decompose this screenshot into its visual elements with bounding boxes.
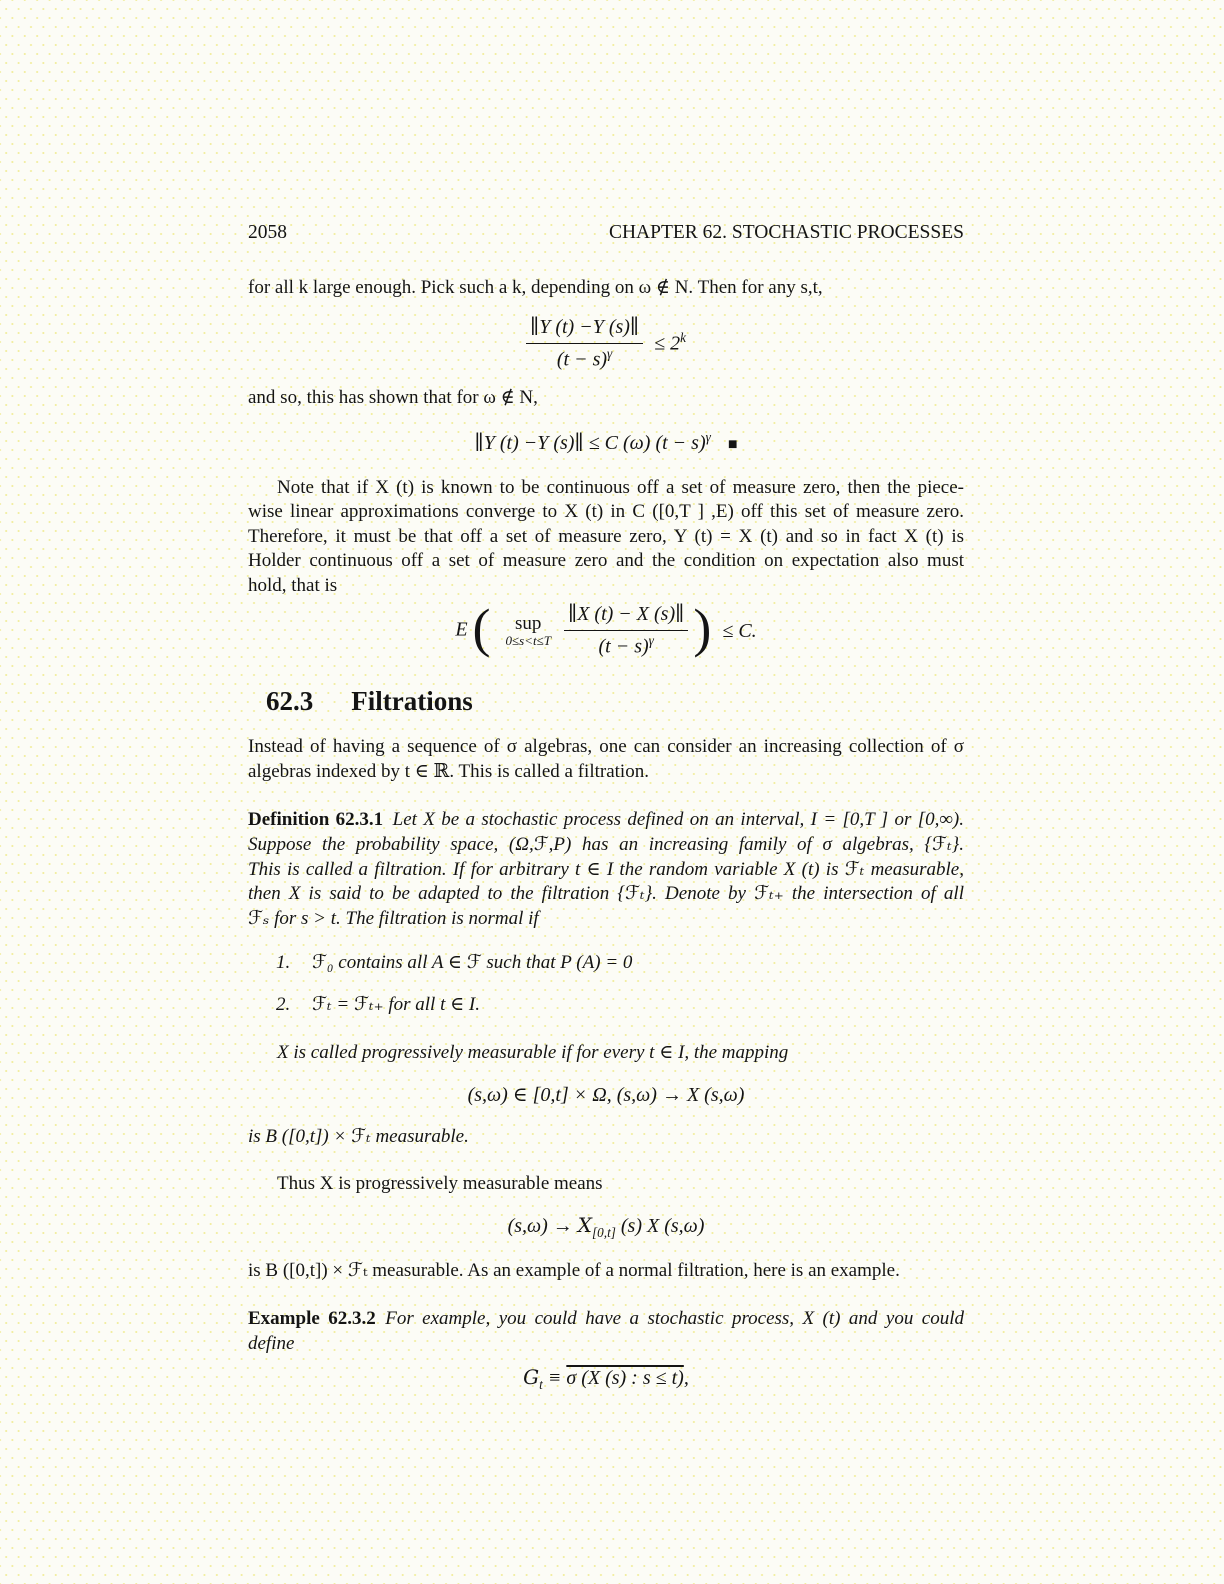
- big-left-paren: (: [472, 598, 491, 659]
- formula-expectation-sup: [248, 598, 964, 660]
- formula-sigma-algebra: [248, 1365, 964, 1394]
- formula-mapping: [248, 1083, 964, 1108]
- list-item-text: ℱₜ = ℱₜ₊ for all t ∈ I.: [312, 993, 480, 1015]
- list-item-number: 2.: [276, 993, 291, 1015]
- text-line: ℱₛ for s > t. The filtration is normal if: [248, 907, 539, 929]
- mapping-expression: (s,ω) ∈ [0,t] × Ω, (s,ω) → X (s,ω): [467, 1084, 745, 1107]
- paragraph-thus: Thus X is progressively measurable means: [277, 1172, 603, 1194]
- paragraph-shown: and so, this has shown that for ω ∉ N,: [248, 387, 538, 409]
- list-item-number: 1.: [276, 952, 291, 974]
- exponent-gamma: γ: [607, 345, 613, 361]
- overlined-sigma-algebra: σ (X (s) : s ≤ t): [566, 1366, 684, 1389]
- fraction-denominator: $(t - s)^\gamma$: [526, 343, 643, 373]
- list-item: [276, 993, 964, 1018]
- mapping-lhs: (s,ω) →: [507, 1215, 578, 1238]
- holder-estimate: ∥Y (t) −Y (s)∥ ≤ C (ω) $(t - s)^\gamma$: [474, 428, 711, 454]
- example-block: [248, 1307, 964, 1356]
- paragraph-measurable-2: is B ([0,t]) × ℱₜ measurable. As an example of a normal filtration, here is an example.: [248, 1259, 900, 1281]
- example-label: Example 62.3.2: [248, 1308, 376, 1330]
- text-line: hold, that is: [248, 574, 338, 596]
- script-X: X: [577, 1213, 593, 1238]
- text-line: algebras indexed by t ∈ ℝ. This is called a filtration.: [248, 760, 649, 782]
- math-fraction: [564, 602, 688, 660]
- big-right-paren: ): [693, 598, 712, 659]
- section-heading: [266, 686, 964, 717]
- subscript-t: t: [539, 1376, 543, 1392]
- text-line: Holder continuous off a set of measure zero and the condition on expectation also must: [248, 550, 964, 572]
- qed-box-icon: ■: [727, 435, 738, 453]
- section-number: 62.3: [266, 686, 314, 717]
- text-line: Instead of having a sequence of σ algebras, one can consider an increasing collection of σ: [248, 736, 964, 758]
- exponent-gamma: γ: [705, 428, 711, 444]
- formula-holder-estimate: [248, 429, 964, 456]
- sup-operator: sup: [515, 613, 542, 635]
- paragraph-intro: for all k large enough. Pick such a k, depending on ω ∉ N. Then for any s,t,: [248, 277, 823, 298]
- definition-block: [248, 808, 964, 931]
- sup-limits: 0≤s<t≤T: [505, 633, 551, 649]
- definition-label: Definition 62.3.1: [248, 809, 384, 831]
- trailing-comma: ,: [683, 1366, 689, 1389]
- formula-indicator-mapping: [248, 1213, 964, 1242]
- indicator-subscript: [0,t]: [592, 1225, 616, 1241]
- fraction-numerator: ∥Y (t) −Y (s)∥: [529, 315, 640, 338]
- text-line: wise linear approximations converge to X (t) in C ([0,T ] ,E) off this set of measure zero.: [248, 501, 964, 523]
- text-line: Note that if X (t) is known to be continuous off a set of measure zero, then the piece-: [277, 476, 964, 498]
- math-fraction: [526, 315, 643, 373]
- text-line: define: [248, 1332, 295, 1354]
- text-line: This is called a filtration. If for arbitrary t ∈ I the random variable X (t) is ℱₜ measurable,: [248, 858, 964, 880]
- definition-first-line: [248, 808, 964, 833]
- paragraph-progressively-measurable: X is called progressively measurable if for every t ∈ I, the mapping: [277, 1042, 789, 1064]
- fraction-numerator: ∥X (t) − X (s)∥: [567, 603, 685, 626]
- example-text-line: For example, you could have a stochastic process, X (t) and you could: [385, 1308, 964, 1330]
- paragraph-filtration-intro: [248, 735, 964, 784]
- script-G: G: [523, 1364, 540, 1389]
- mapping-rhs: (s) X (s,ω): [615, 1215, 705, 1238]
- expectation-operator: E: [455, 618, 468, 641]
- page-number: 2058: [248, 222, 287, 243]
- exponent-k: k: [680, 330, 687, 346]
- paragraph-measurable-1: is B ([0,t]) × ℱₜ measurable.: [248, 1126, 469, 1148]
- text-line: Suppose the probability space, (Ω,ℱ,P) has an increasing family of σ algebras, {ℱₜ}.: [248, 833, 964, 855]
- text-line: then X is said to be adapted to the filtration {ℱₜ}. Denote by ℱₜ₊ the intersection of all: [248, 883, 964, 905]
- paragraph-note: [248, 476, 964, 599]
- formula-holder-bound: [248, 315, 964, 373]
- example-first-line: [248, 1307, 964, 1332]
- text-line: Therefore, it must be that off a set of measure zero, Y (t) = X (t) and so in fact X (t) is: [248, 525, 964, 547]
- sup-with-limits: [506, 614, 551, 648]
- list-item-text: ℱ₀ contains all A ∈ ℱ such that P (A) = 0: [312, 952, 633, 974]
- running-head: CHAPTER 62. STOCHASTIC PROCESSES: [608, 222, 964, 243]
- definition-text-line: Let X be a stochastic process defined on an interval, I = [0,T ] or [0,∞).: [392, 809, 964, 831]
- equiv-symbol: ≡: [542, 1366, 567, 1389]
- section-title: Filtrations: [351, 686, 473, 717]
- example-spacer: [376, 1308, 386, 1329]
- definition-text: [383, 809, 393, 830]
- inequality-rhs: ≤ C.: [722, 619, 757, 642]
- page-header: [248, 220, 964, 245]
- list-item: [276, 951, 964, 976]
- inequality-rhs: ≤ $2^k$: [654, 330, 687, 355]
- exponent-gamma: γ: [648, 633, 654, 649]
- fraction-denominator: $(t - s)^\gamma$: [564, 630, 688, 660]
